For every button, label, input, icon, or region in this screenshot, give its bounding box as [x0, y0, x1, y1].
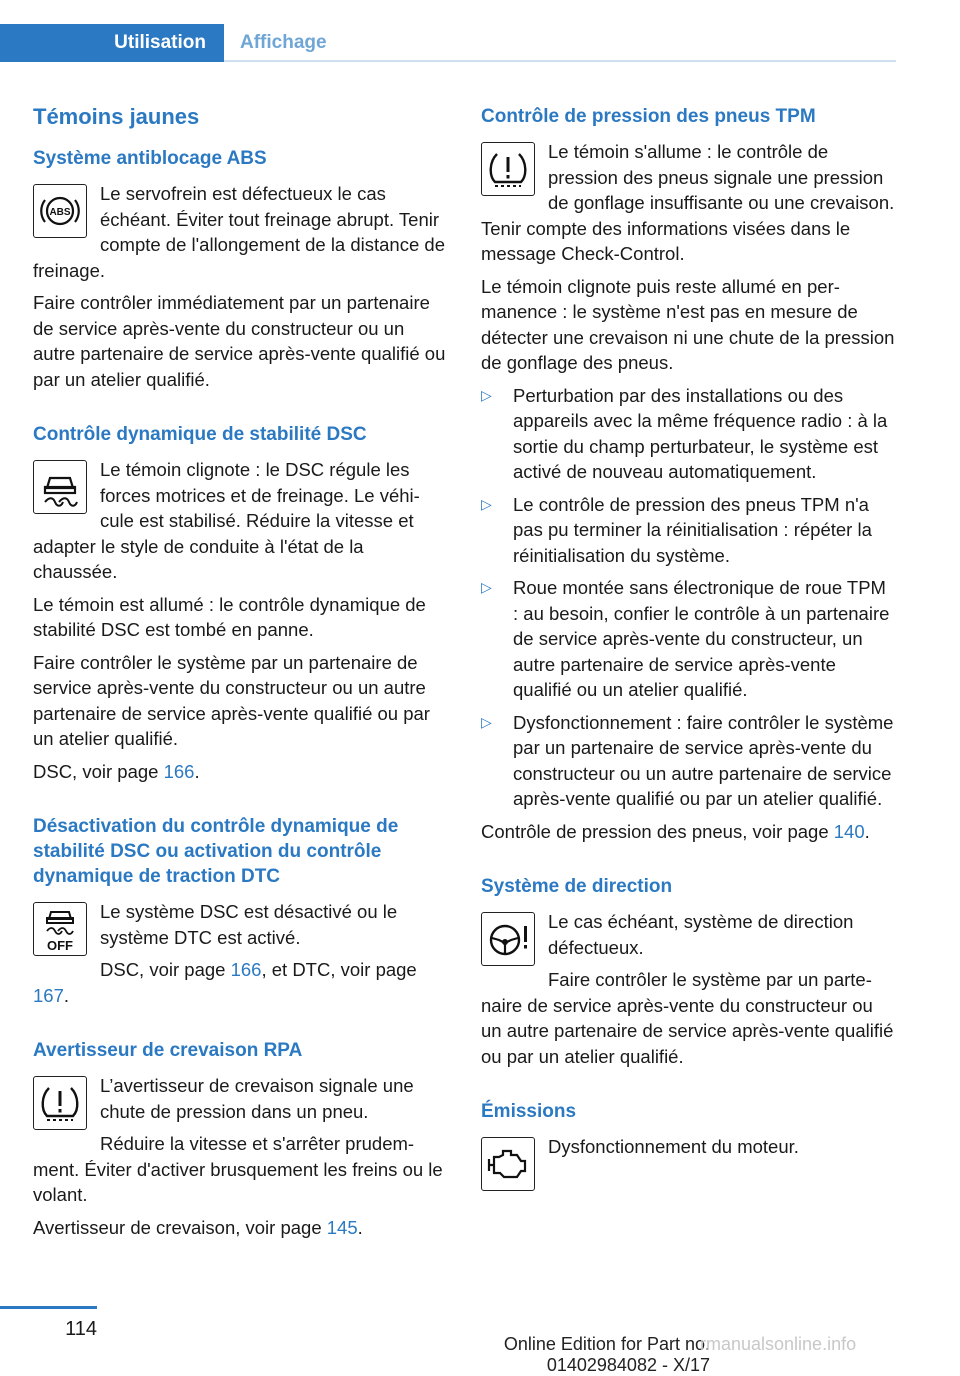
tab-utilisation[interactable]: Utilisation [0, 24, 224, 62]
paragraph: Faire contrôler le système par un partenaire de service après-vente du constructeur ou un autre partenaire de service après-vente qualifié ou par un atelier qualifié. [33, 651, 430, 749]
paragraph: Faire contrôler le système par un partenaire de service après-vente du constructeur ou un autre partenaire de service après-vente qualifié ou par un atelier qualifié. [481, 969, 894, 1067]
section-rpa [33, 1038, 447, 1240]
steering-wheel-warning-icon [481, 912, 535, 966]
paragraph: Le servofrein est défectueux le cas échéant. Éviter tout freinage abrupt. Tenir compte de l'allongement de la distance de freinage. [33, 183, 445, 281]
text: Contrôle de pression des pneus, voir page [481, 820, 834, 842]
text: DSC, voir page [33, 760, 164, 782]
list-item-text: Le contrôle de pression des pneus TPM n'a pas pu terminer la réinitialisation : répéter la réinitialisation du système. [513, 493, 872, 566]
paragraph: Dysfonctionnement du moteur. [548, 1136, 799, 1157]
triangle-bullet-icon: ▷ [481, 579, 492, 595]
engine-check-icon [481, 1137, 535, 1191]
page-link-145[interactable]: 145 [326, 1216, 358, 1238]
page-number: 114 [65, 1318, 97, 1340]
triangle-bullet-icon: ▷ [481, 495, 492, 512]
section-steering [481, 874, 895, 1069]
list-item [481, 383, 895, 485]
paragraph: Le témoin est allumé : le contrôle dynamique de stabilité DSC est tombé en panne. [33, 593, 426, 640]
list-item-text: Roue montée sans électronique de roue TPM : au besoin, confier le contrôle à un partenaire de service après-vente du constructeur, un autre partenaire de service après-vente qualifié ou un atelier qualifié. [513, 577, 890, 700]
right-column [481, 98, 895, 1195]
page-link-166[interactable]: 166 [230, 959, 262, 980]
paragraph: Faire contrôler immédiatement par un partenaire de service après-vente du constructeur ou un autre partenaire de service après-vente qualifié ou par un atelier qualifié. [33, 292, 446, 390]
page-link-166[interactable]: 166 [163, 760, 195, 782]
paragraph: Le système DSC est désactivé ou le système DTC est activé. [100, 901, 398, 948]
section-heading: Émissions [481, 1101, 577, 1122]
left-column [33, 98, 447, 1270]
section-emissions [481, 1099, 895, 1160]
header-bar [0, 0, 896, 62]
paragraph [33, 759, 447, 785]
paragraph: Réduire la vitesse et s'arrêter prudemment. Éviter d'activer brusquement les freins ou le volant. [33, 1133, 443, 1205]
section-dsc [33, 422, 447, 784]
list-item-text: Dysfonctionnement : faire contrôler le système par un partenaire de service après-vente du constructeur ou un autre partenaire de service après-vente qualifié ou par un atelier qualifié. [513, 711, 894, 809]
page-link-167[interactable]: 167 [33, 984, 64, 1006]
tire-pressure-warning-icon [481, 142, 535, 196]
tire-pressure-warning-icon [33, 1076, 87, 1130]
section-heading: Avertisseur de crevaison RPA [33, 1040, 303, 1061]
bullet-list [481, 383, 895, 812]
list-item [481, 575, 895, 703]
text: . [194, 760, 200, 782]
text: DSC, voir page [100, 959, 231, 980]
text: . [864, 820, 870, 842]
svg-text:ABS: ABS [49, 207, 71, 218]
watermark: rmanualsonline.info [700, 1334, 857, 1354]
section-tpm [481, 104, 895, 844]
dsc-off-icon [33, 902, 87, 956]
paragraph: Le témoin clignote : le DSC régule les forces motrices et de freinage. Le véhicule est stabilisé. Réduire la vitesse et adapter le style de conduite à l'état de la chaussée. [33, 459, 420, 582]
paragraph [33, 957, 447, 1008]
page-title: Témoins jaunes [33, 104, 200, 129]
section-abs [33, 146, 447, 392]
text: . [357, 1216, 363, 1238]
list-item [481, 492, 895, 569]
section-heading: Contrôle de pression des pneus TPM [481, 106, 816, 127]
section-heading: Désactivation du contrôle dynamique de stabilité DSC ou activation du contrôle dynamique de traction DTC [33, 816, 399, 887]
tab-affichage[interactable]: Affichage [240, 32, 327, 53]
paragraph: Le cas échéant, système de direction défectueux. [548, 911, 854, 958]
dsc-car-skid-icon [33, 460, 87, 514]
section-heading: Système antiblocage ABS [33, 148, 267, 169]
list-item [481, 710, 895, 812]
triangle-bullet-icon: ▷ [481, 713, 492, 730]
page-link-140[interactable]: 140 [833, 820, 865, 842]
section-dsc-off [33, 814, 447, 1008]
paragraph [481, 819, 895, 845]
paragraph: L’avertisseur de crevaison signale une chute de pression dans un pneu. [100, 1075, 414, 1122]
paragraph: Le témoin clignote puis reste allumé en permanence : le système n'est pas en mesure de détecter une crevaison ni une chute de la pression de gonflage des pneus. [481, 275, 895, 373]
paragraph [33, 1215, 447, 1241]
dsc-off-label: OFF [47, 938, 73, 953]
text: Avertisseur de crevaison, voir page [33, 1216, 327, 1238]
section-heading: Contrôle dynamique de stabilité DSC [33, 424, 367, 445]
text: , et DTC, voir page [261, 959, 417, 980]
edition-label: Online Edition for Part no. 01402984082 - X/17 [503, 1334, 710, 1375]
section-heading: Système de direction [481, 876, 673, 897]
abs-warning-icon [33, 184, 87, 238]
list-item-text: Perturbation par des installations ou des appareils avec la même fréquence radio : à la sortie du champ perturbateur, le système est activé de nouveau automatiquement. [513, 384, 888, 482]
text: . [63, 984, 70, 1006]
paragraph: Le témoin s'allume : le contrôle de pression des pneus signale une pression de gonflage insuffisante ou une crevaison. Tenir compte des informations visées dans le message Check-Control. [481, 141, 895, 264]
triangle-bullet-icon: ▷ [481, 386, 492, 403]
footer-rule [0, 1306, 97, 1309]
